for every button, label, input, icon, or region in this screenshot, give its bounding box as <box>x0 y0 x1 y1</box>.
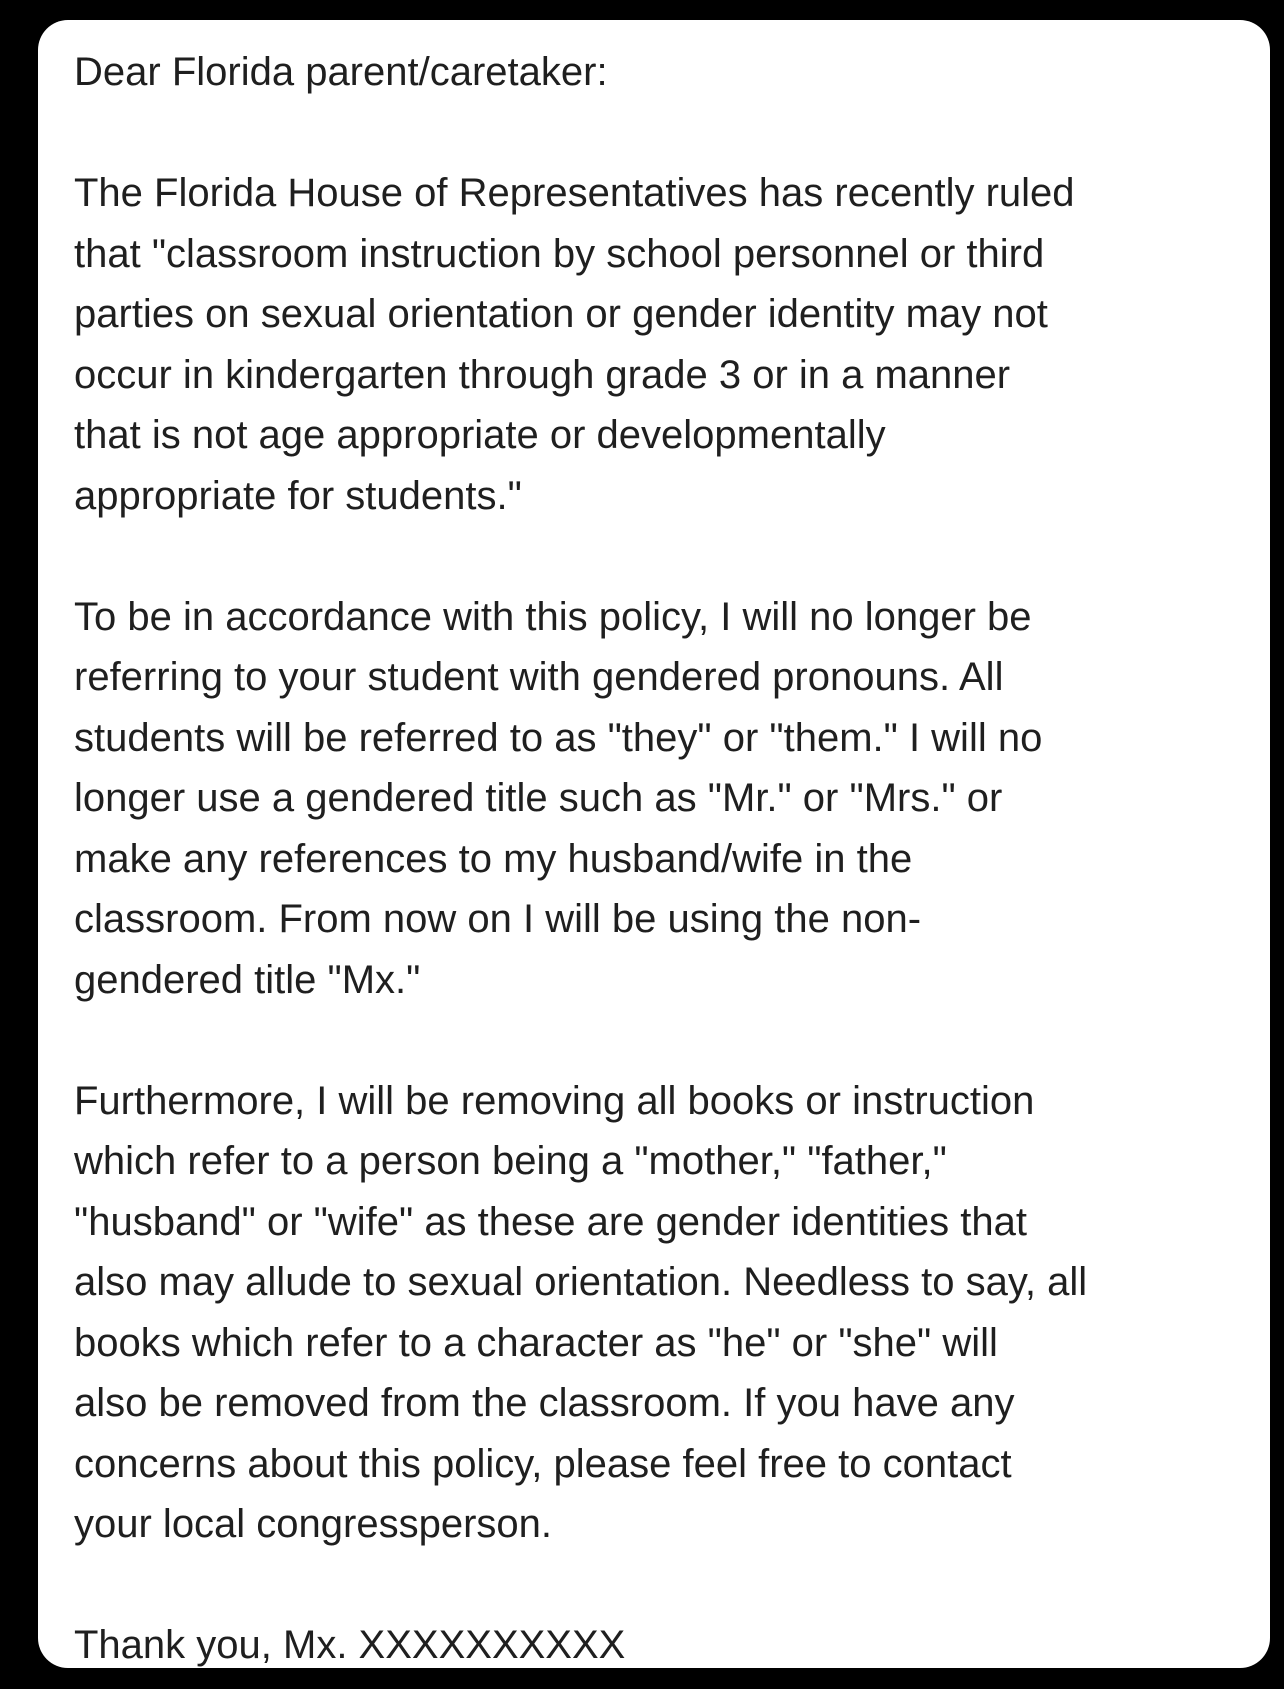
paragraph-1-line: that "classroom instruction by school personnel or third <box>74 231 1045 276</box>
paragraph-1-line: parties on sexual orientation or gender identity may not <box>74 292 1048 336</box>
paragraph-1-line: occur in kindergarten through grade 3 or in a manner <box>74 352 1011 397</box>
paragraph-gap <box>74 1010 1234 1071</box>
paragraph-3-line: Furthermore, I will be removing all books or instruction <box>74 1078 1035 1123</box>
paragraph-2-line: gendered title "Mx." <box>74 957 421 1002</box>
letter-card <box>38 20 1270 1668</box>
paragraph-2-line: make any references to my husband/wife in the <box>74 836 913 881</box>
paragraph-3-line: "husband" or "wife" as these are gender identities that <box>74 1199 1027 1244</box>
paragraph-1-line: The Florida House of Representatives has recently ruled <box>74 171 1075 215</box>
paragraph-2-line: students will be referred to as "they" or "them." I will no <box>74 715 1043 760</box>
paragraph-1-line: that is not age appropriate or developmentally <box>74 413 886 457</box>
paragraph-3 <box>74 1071 1234 1555</box>
paragraph-3-line: your local congressperson. <box>74 1502 553 1546</box>
paragraph-3-line: concerns about this policy, please feel free to contact <box>74 1441 1012 1486</box>
paragraph-3-line: books which refer to a character as "he" or "she" will <box>74 1320 998 1365</box>
paragraph-2-line: To be in accordance with this policy, I will no longer be <box>74 594 1032 639</box>
paragraph-gap <box>74 103 1234 164</box>
paragraph-2-line: classroom. From now on I will be using the non- <box>74 897 922 941</box>
paragraph-gap <box>74 526 1234 587</box>
paragraph-2 <box>74 587 1234 1011</box>
paragraph-1 <box>74 163 1234 526</box>
signoff: Thank you, Mx. XXXXXXXXXX <box>74 1623 626 1667</box>
paragraph-3-line: also be removed from the classroom. If you have any <box>74 1381 1015 1425</box>
paragraph-gap <box>74 1555 1234 1616</box>
paragraph-2-line: longer use a gendered title such as "Mr." or "Mrs." or <box>74 776 1003 820</box>
paragraph-2-line: referring to your student with gendered pronouns. All <box>74 655 1004 699</box>
paragraph-3-line: also may allude to sexual orientation. Needless to say, all <box>74 1260 1088 1304</box>
salutation: Dear Florida parent/caretaker: <box>74 50 608 94</box>
paragraph-3-line: which refer to a person being a "mother," "father," <box>74 1139 947 1183</box>
paragraph-1-line: appropriate for students." <box>74 473 522 518</box>
